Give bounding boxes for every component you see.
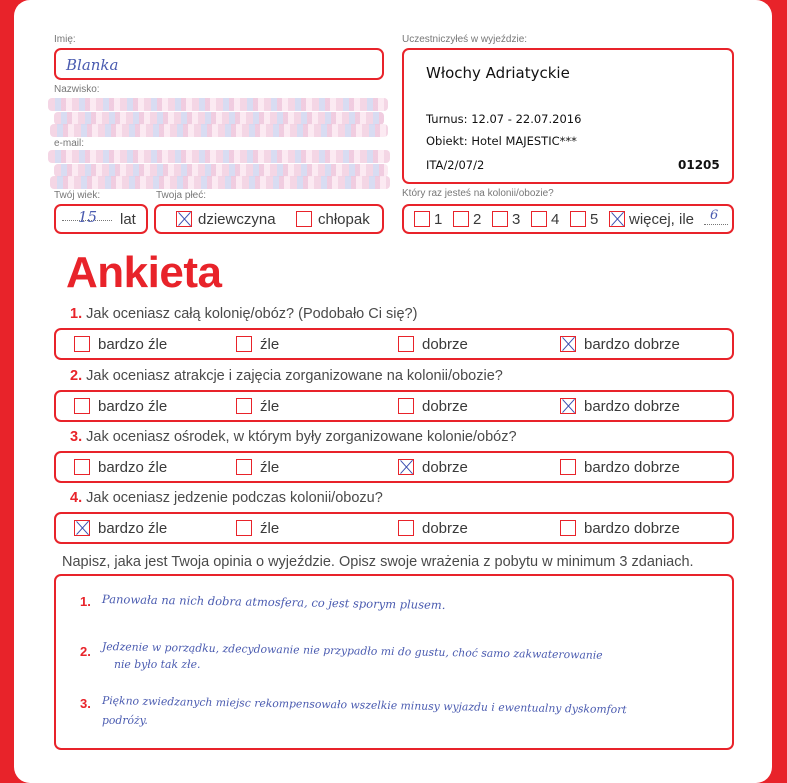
- gender-option-boy: chłopak: [318, 211, 370, 228]
- q2-option-good: dobrze: [422, 398, 468, 415]
- opinion-line-1-number: 1.: [80, 594, 91, 609]
- times-dotted-line: [704, 224, 728, 225]
- q1-checkbox-bad[interactable]: [236, 336, 252, 352]
- opinion-line-3-text-cont: podróży.: [102, 714, 148, 727]
- opinion-textarea[interactable]: [54, 574, 734, 750]
- q4-checkbox-bad[interactable]: [236, 520, 252, 536]
- trip-obiekt: Obiekt: Hotel MAJESTIC***: [426, 134, 577, 148]
- times-more-value: 6: [710, 208, 719, 223]
- q3-option-very-good: bardzo dobrze: [584, 459, 680, 476]
- survey-title: Ankieta: [66, 248, 222, 297]
- times-checkbox-2[interactable]: [453, 211, 469, 227]
- q4-option-good: dobrze: [422, 520, 468, 537]
- question-3-text: Jak oceniasz ośrodek, w którym były zorganizowane kolonie/obóz?: [86, 429, 517, 445]
- question-2-text: Jak oceniasz atrakcje i zajęcia zorganizowane na kolonii/obozie?: [86, 368, 503, 384]
- question-2: [70, 368, 503, 384]
- age-field[interactable]: [54, 204, 148, 234]
- gender-checkbox-girl[interactable]: [176, 211, 192, 227]
- age-value: 15: [78, 208, 98, 226]
- trip-number: 01205: [678, 158, 720, 172]
- times-option-4: 4: [551, 211, 560, 228]
- times-option-5: 5: [590, 211, 599, 228]
- question-4-number: 4.: [70, 490, 83, 506]
- gender-field: [154, 204, 384, 234]
- survey-sheet: [14, 0, 772, 783]
- opinion-line-2-text: Jedzenie w porządku, zdecydowanie nie przypadło mi do gustu, choć samo zakwaterowanie: [101, 640, 603, 662]
- q1-option-very-good: bardzo dobrze: [584, 336, 680, 353]
- times-option-more: więcej, ile: [629, 211, 695, 228]
- times-checkbox-1[interactable]: [414, 211, 430, 227]
- question-4-answers: [54, 512, 734, 544]
- question-3-answers: [54, 451, 734, 483]
- trip-box: [402, 48, 734, 184]
- name-value: Blanka: [66, 56, 119, 74]
- name-label: Imię:: [54, 34, 76, 45]
- q2-option-bad: źle: [260, 398, 280, 415]
- q3-checkbox-good[interactable]: [398, 459, 414, 475]
- q1-option-good: dobrze: [422, 336, 468, 353]
- opinion-line-3-number: 3.: [80, 696, 91, 711]
- question-3-number: 3.: [70, 429, 83, 445]
- trip-turnus: Turnus: 12.07 - 22.07.2016: [426, 112, 582, 126]
- q4-option-very-bad: bardzo źle: [98, 520, 168, 537]
- times-option-2: 2: [473, 211, 482, 228]
- gender-option-girl: dziewczyna: [198, 211, 276, 228]
- trip-destination: Włochy Adriatyckie: [426, 64, 570, 82]
- q3-checkbox-bad[interactable]: [236, 459, 252, 475]
- q1-checkbox-very-good[interactable]: [560, 336, 576, 352]
- q1-checkbox-good[interactable]: [398, 336, 414, 352]
- q4-checkbox-very-good[interactable]: [560, 520, 576, 536]
- opinion-line-3-text: Piękno zwiedzanych miejsc rekompensowało wszelkie minusy wyjazdu i ewentualny dyskomfort: [101, 694, 627, 717]
- q1-option-very-bad: bardzo źle: [98, 336, 168, 353]
- opinion-prompt: Napisz, jaka jest Twoja opinia o wyjeździe. Opisz swoje wrażenia z pobytu w minimum 3 zdaniach.: [62, 554, 694, 570]
- question-4-text: Jak oceniasz jedzenie podczas kolonii/obozu?: [86, 490, 383, 506]
- q1-option-bad: źle: [260, 336, 280, 353]
- gender-checkbox-boy[interactable]: [296, 211, 312, 227]
- q3-option-bad: źle: [260, 459, 280, 476]
- times-option-1: 1: [434, 211, 443, 228]
- question-1-text: Jak oceniasz całą kolonię/obóz? (Podobało Ci się?): [86, 306, 418, 322]
- q2-checkbox-very-good[interactable]: [560, 398, 576, 414]
- times-checkbox-5[interactable]: [570, 211, 586, 227]
- q3-checkbox-very-bad[interactable]: [74, 459, 90, 475]
- question-1-number: 1.: [70, 306, 83, 322]
- q2-checkbox-bad[interactable]: [236, 398, 252, 414]
- q2-option-very-bad: bardzo źle: [98, 398, 168, 415]
- q1-checkbox-very-bad[interactable]: [74, 336, 90, 352]
- times-label: Który raz jesteś na kolonii/obozie?: [402, 188, 554, 199]
- times-checkbox-4[interactable]: [531, 211, 547, 227]
- age-suffix: lat: [120, 211, 136, 228]
- times-field: [402, 204, 734, 234]
- q2-checkbox-good[interactable]: [398, 398, 414, 414]
- q3-option-good: dobrze: [422, 459, 468, 476]
- opinion-line-2-number: 2.: [80, 644, 91, 659]
- question-2-number: 2.: [70, 368, 83, 384]
- times-checkbox-3[interactable]: [492, 211, 508, 227]
- q4-option-very-good: bardzo dobrze: [584, 520, 680, 537]
- age-label: Twój wiek:: [54, 190, 101, 201]
- gender-label: Twoja płeć:: [156, 190, 207, 201]
- times-checkbox-more[interactable]: [609, 211, 625, 227]
- question-1: [70, 306, 417, 322]
- q4-option-bad: źle: [260, 520, 280, 537]
- q4-checkbox-good[interactable]: [398, 520, 414, 536]
- opinion-line-1-text: Panowała na nich dobra atmosfera, co jest sporym plusem.: [101, 592, 446, 612]
- q3-checkbox-very-good[interactable]: [560, 459, 576, 475]
- trip-label: Uczestniczyłeś w wyjeździe:: [402, 34, 528, 45]
- q4-checkbox-very-bad[interactable]: [74, 520, 90, 536]
- q2-option-very-good: bardzo dobrze: [584, 398, 680, 415]
- q2-checkbox-very-bad[interactable]: [74, 398, 90, 414]
- name-field[interactable]: [54, 48, 384, 80]
- q3-option-very-bad: bardzo źle: [98, 459, 168, 476]
- question-4: [70, 490, 383, 506]
- opinion-line-2-text-cont: nie było tak złe.: [114, 658, 201, 671]
- trip-code: ITA/2/07/2: [426, 158, 485, 172]
- email-label: e-mail:: [54, 138, 85, 149]
- surname-label: Nazwisko:: [54, 84, 100, 95]
- question-2-answers: [54, 390, 734, 422]
- times-option-3: 3: [512, 211, 521, 228]
- question-1-answers: [54, 328, 734, 360]
- question-3: [70, 429, 517, 445]
